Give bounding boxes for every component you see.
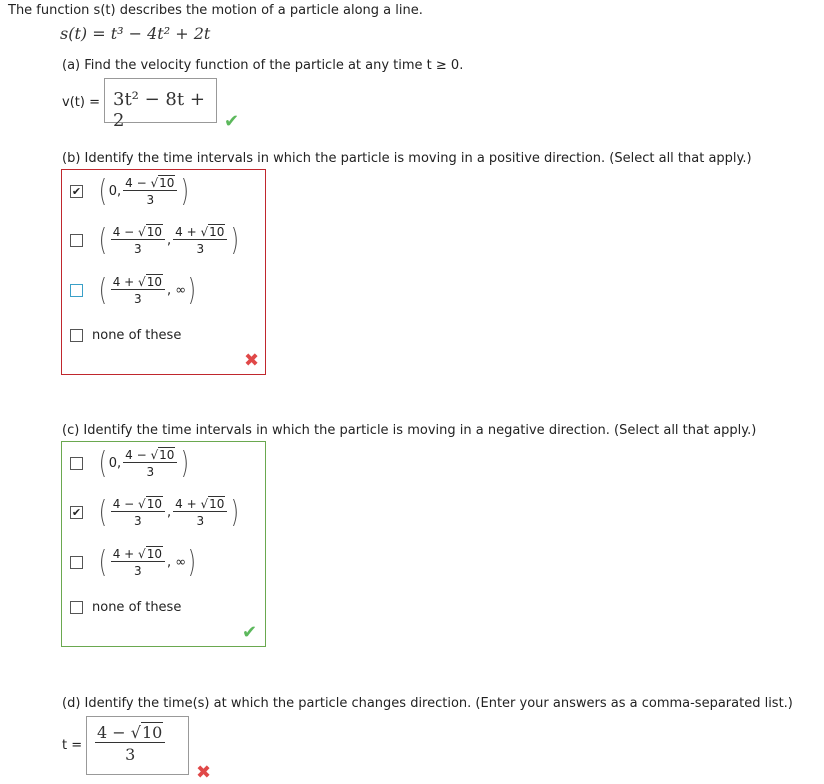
denominator: 3 <box>146 465 155 479</box>
infinity: ∞ <box>175 283 187 298</box>
denominator: 3 <box>146 193 155 207</box>
comma: , <box>166 555 172 570</box>
paren-open: ( <box>98 173 107 209</box>
answer-group-c <box>61 441 266 647</box>
denominator: 3 <box>196 242 205 256</box>
denominator: 3 <box>134 564 142 578</box>
fraction: $\frac{4 - √10}{3}$ <box>123 448 177 479</box>
paren-close: ) <box>187 272 197 308</box>
fraction: $\frac{4 + √10}{3}$ <box>173 497 227 528</box>
correct-check-icon: ✔ <box>224 111 240 132</box>
correct-check-icon: ✔ <box>242 622 258 643</box>
position-formula: s(t) = t³ − 4t² + 2t <box>60 24 211 43</box>
numerator: 4 + <box>175 225 197 239</box>
numerator: 4 − <box>125 176 147 190</box>
radicand: 10 <box>159 176 175 190</box>
checkbox[interactable] <box>70 556 83 569</box>
radicand: 10 <box>146 547 162 561</box>
paren-open: ( <box>98 222 107 258</box>
radicand: 10 <box>209 497 225 511</box>
option-c-none[interactable] <box>70 600 181 615</box>
option-b-1[interactable] <box>70 173 191 209</box>
comma: , <box>166 283 172 298</box>
question-a: (a) Find the velocity function of the particle at any time t ≥ 0. <box>62 58 464 73</box>
numerator: 4 − <box>97 723 126 742</box>
checkbox[interactable] <box>70 601 83 614</box>
paren-close: ) <box>187 544 197 580</box>
intro-text: The function s(t) describes the motion of a particle along a line. <box>8 3 423 18</box>
option-text: none of these <box>92 600 182 615</box>
numerator: 4 + <box>112 547 135 561</box>
paren-close: ) <box>181 445 190 481</box>
checkbox[interactable] <box>70 329 83 342</box>
option-b-none[interactable] <box>70 328 181 343</box>
incorrect-x-icon: ✖ <box>244 350 260 371</box>
checkbox-focused[interactable] <box>70 284 83 297</box>
paren-open: ( <box>98 272 107 308</box>
denominator: 3 <box>134 514 142 528</box>
time-answer-field[interactable] <box>86 716 189 775</box>
option-text: 0, <box>108 184 122 199</box>
numerator: 4 + <box>112 275 135 289</box>
checkbox[interactable] <box>70 457 83 470</box>
fraction: $\frac{4 - √10}{3}$ <box>123 176 177 207</box>
option-b-3[interactable] <box>70 272 198 308</box>
question-b: (b) Identify the time intervals in which the particle is moving in a positive direction. (Select all that apply.) <box>62 151 752 166</box>
fraction: $\frac{4 + √10}{3}$ <box>173 225 227 256</box>
fraction: $\frac{4 - √10}{3}$ <box>111 497 165 528</box>
radicand: 10 <box>141 723 163 742</box>
numerator: 4 − <box>125 448 147 462</box>
radicand: 10 <box>146 225 162 239</box>
option-text: 0, <box>108 456 122 471</box>
fraction: $\frac{4 + √10}{3}$ <box>111 275 165 306</box>
option-c-2[interactable] <box>70 494 241 530</box>
denominator: 3 <box>134 292 142 306</box>
paren-close: ) <box>181 173 190 209</box>
option-c-3[interactable] <box>70 544 198 580</box>
numerator: 4 − <box>112 497 135 511</box>
radicand: 10 <box>146 497 162 511</box>
incorrect-x-icon: ✖ <box>196 762 212 783</box>
option-b-2[interactable] <box>70 222 241 258</box>
paren-open: ( <box>98 544 107 580</box>
checkbox[interactable] <box>70 234 83 247</box>
radicand: 10 <box>209 225 225 239</box>
radicand: 10 <box>146 275 162 289</box>
paren-close: ) <box>231 494 240 530</box>
paren-close: ) <box>231 222 240 258</box>
checkbox-checked[interactable]: ✔ <box>71 506 82 519</box>
infinity: ∞ <box>175 555 187 570</box>
comma: , <box>166 233 172 248</box>
time-label: t = <box>62 738 83 753</box>
radicand: 10 <box>159 448 175 462</box>
numerator: 4 + <box>175 497 197 511</box>
time-answer: $\frac{4 - √10}{3}$ <box>95 723 165 764</box>
numerator: 4 − <box>112 225 135 239</box>
denominator: 3 <box>125 745 136 764</box>
velocity-label: v(t) = <box>62 95 100 110</box>
paren-open: ( <box>98 445 107 481</box>
denominator: 3 <box>196 514 205 528</box>
fraction: $\frac{4 - √10}{3}$ <box>111 225 165 256</box>
checkbox-checked[interactable]: ✔ <box>71 185 82 198</box>
question-d: (d) Identify the time(s) at which the particle changes direction. (Enter your answers as a comma-separated list.) <box>62 696 793 711</box>
answer-group-b <box>61 169 266 375</box>
option-c-1[interactable] <box>70 445 191 481</box>
velocity-answer-field[interactable] <box>104 78 217 131</box>
question-c: (c) Identify the time intervals in which the particle is moving in a negative direction. (Select all that apply.) <box>62 423 757 438</box>
velocity-answer: 3t² − 8t + 2 <box>113 89 205 131</box>
comma: , <box>166 505 172 520</box>
paren-open: ( <box>98 494 107 530</box>
option-text: none of these <box>92 328 182 343</box>
fraction: $\frac{4 + √10}{3}$ <box>111 547 165 578</box>
denominator: 3 <box>134 242 142 256</box>
